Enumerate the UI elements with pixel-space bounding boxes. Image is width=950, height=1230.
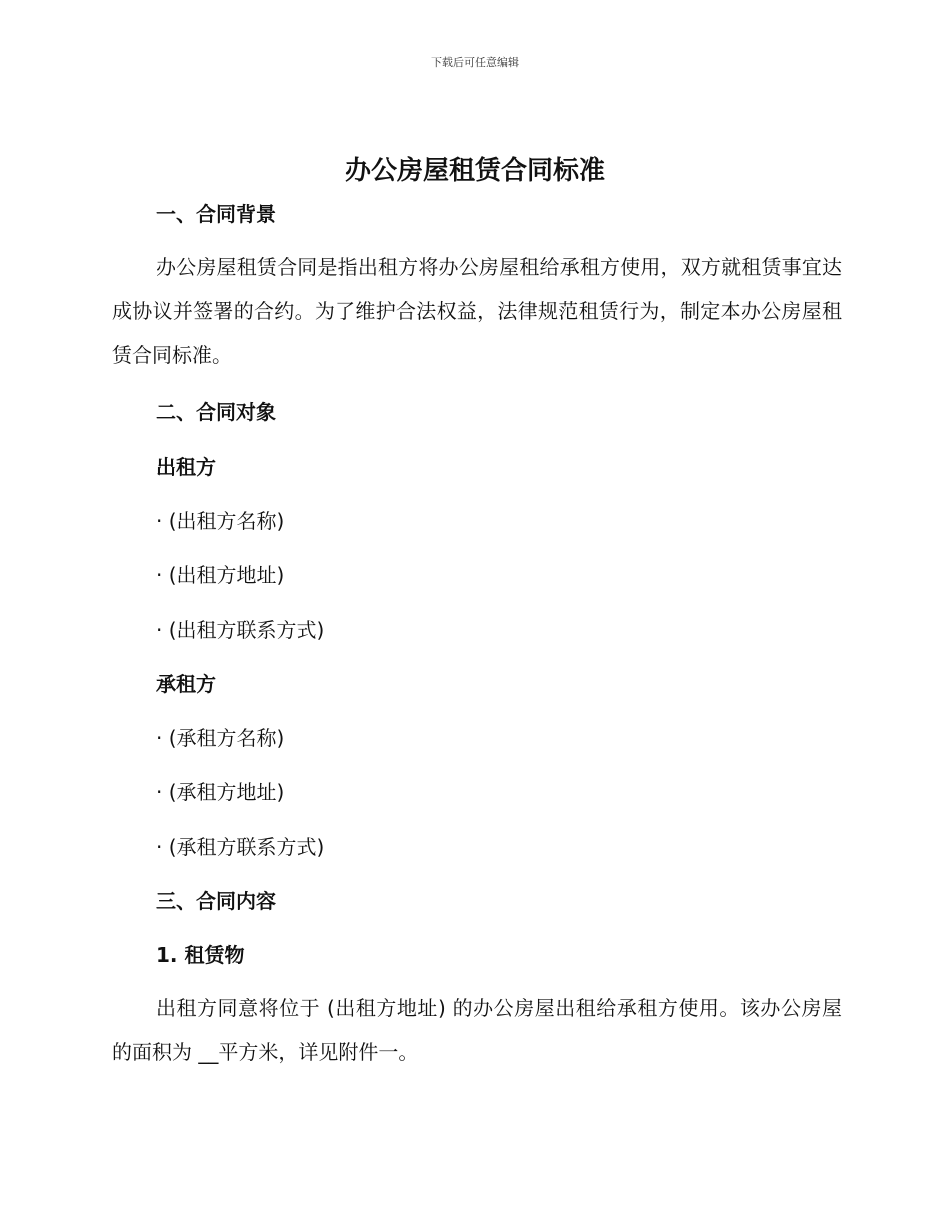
lessor-label: 出租方 bbox=[156, 455, 216, 479]
header-note: 下载后可任意编辑 bbox=[431, 56, 519, 69]
lease-item-label: 1. 租赁物 bbox=[156, 943, 245, 967]
lessee-address-item: · (承租方地址) bbox=[156, 780, 285, 804]
lessee-name-item: · (承租方名称) bbox=[156, 726, 285, 750]
lessee-label: 承租方 bbox=[156, 672, 216, 696]
lessor-address-item: · (出租方地址) bbox=[156, 563, 285, 587]
document-title: 办公房屋租赁合同标准 bbox=[344, 156, 605, 186]
background-paragraph: 办公房屋租赁合同是指出租方将办公房屋租给承租方使用，双方就租赁事宜达成协议并签署的合约。为了维护合法权益，法律规范租赁行为，制定本办公房屋租赁合同标准。 bbox=[112, 255, 842, 367]
lessor-contact-item: · (出租方联系方式) bbox=[156, 618, 325, 642]
section-heading-background: 一、合同背景 bbox=[156, 202, 276, 226]
lessor-name-item: · (出租方名称) bbox=[156, 509, 285, 533]
lessee-contact-item: · (承租方联系方式) bbox=[156, 835, 325, 859]
section-heading-parties: 二、合同对象 bbox=[156, 400, 276, 424]
lease-item-paragraph: 出租方同意将位于 (出租方地址) 的办公房屋出租给承租方使用。该办公房屋的面积为 __平方米，详见附件一。 bbox=[112, 996, 842, 1064]
section-heading-content: 三、合同内容 bbox=[156, 889, 276, 913]
